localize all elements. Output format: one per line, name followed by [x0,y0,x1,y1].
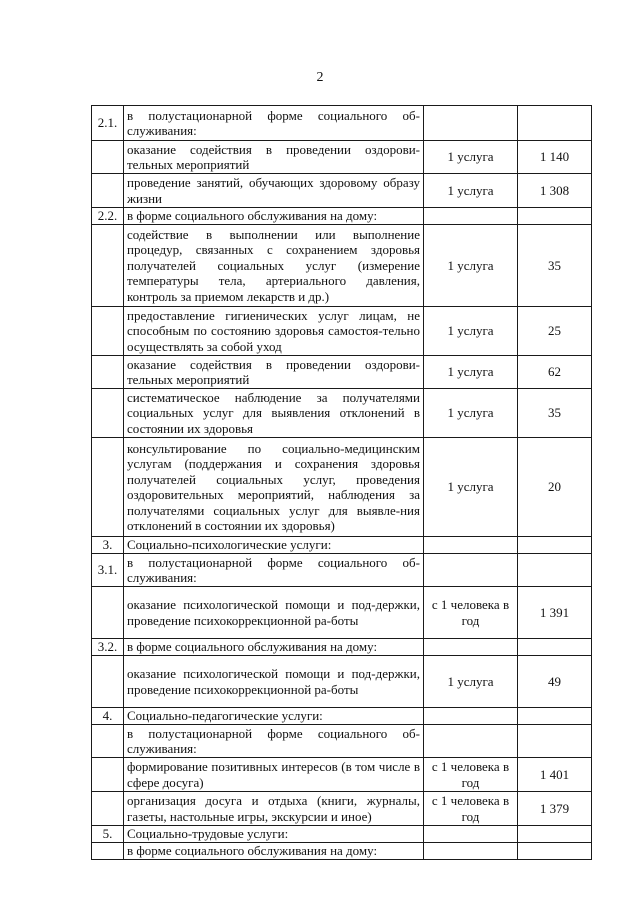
row-number [92,758,124,792]
table-row [92,639,592,656]
row-number [92,725,124,758]
row-description: Социально-трудовые услуги: [124,826,424,843]
row-price: 25 [518,307,592,356]
row-description: в полустационарной форме социального об-служивания: [124,106,424,141]
row-unit [424,826,518,843]
table-row [92,141,592,174]
row-number [92,656,124,708]
row-description: оказание психологической помощи и под-держки, проведение психокоррекционной ра-боты [124,656,424,708]
row-unit [424,843,518,860]
row-price [518,843,592,860]
table-row [92,725,592,758]
row-description: формирование позитивных интересов (в том числе в сфере досуга) [124,758,424,792]
row-description: в форме социального обслуживания на дому: [124,639,424,656]
row-price: 62 [518,356,592,389]
table-row [92,389,592,438]
services-table [91,105,592,860]
row-number: 2.1. [92,106,124,141]
row-number [92,174,124,208]
table-row [92,656,592,708]
row-price: 1 379 [518,792,592,826]
table-row [92,356,592,389]
row-unit: 1 услуга [424,656,518,708]
row-number [92,438,124,537]
row-price: 35 [518,225,592,307]
table-row [92,554,592,587]
row-number: 5. [92,826,124,843]
row-unit: 1 услуга [424,356,518,389]
table-row [92,106,592,141]
row-description: оказание содействия в проведении оздорови-тельных мероприятий [124,356,424,389]
row-description: проведение занятий, обучающих здоровому образу жизни [124,174,424,208]
row-price: 49 [518,656,592,708]
row-number [92,225,124,307]
row-price: 1 401 [518,758,592,792]
table-row [92,708,592,725]
row-unit: с 1 человека в год [424,758,518,792]
row-description: систематическое наблюдение за получателями социальных услуг для выявления отклонений в состоянии их здоровья [124,389,424,438]
row-description: организация досуга и отдыха (книги, журналы, газеты, настольные игры, экскурсии и иное) [124,792,424,826]
row-number [92,307,124,356]
table-row [92,307,592,356]
row-price: 1 140 [518,141,592,174]
row-description: Социально-педагогические услуги: [124,708,424,725]
table-row [92,843,592,860]
row-unit [424,639,518,656]
row-number [92,843,124,860]
table-row [92,587,592,639]
row-number: 4. [92,708,124,725]
row-unit [424,537,518,554]
table-row [92,537,592,554]
row-number [92,141,124,174]
row-price [518,106,592,141]
table-row [92,826,592,843]
row-number [92,389,124,438]
row-number [92,792,124,826]
table-row [92,792,592,826]
row-unit [424,106,518,141]
row-number: 2.2. [92,208,124,225]
row-unit: 1 услуга [424,141,518,174]
row-price: 20 [518,438,592,537]
table-row [92,174,592,208]
table-row [92,208,592,225]
table-row [92,758,592,792]
row-unit [424,208,518,225]
row-description: оказание психологической помощи и под-держки, проведение психокоррекционной ра-боты [124,587,424,639]
row-number: 3.2. [92,639,124,656]
row-description: Социально-психологические услуги: [124,537,424,554]
row-price [518,208,592,225]
row-description: содействие в выполнении или выполнение процедур, связанных с сохранением здоровья получателей социальных услуг (измерение температуры тела, артериального давления, контроль за приемом лекарств и др.) [124,225,424,307]
row-unit: 1 услуга [424,389,518,438]
row-description: консультирование по социально-медицинским услугам (поддержания и сохранения здоровья получателей социальных услуг, проведения оздоровительных мероприятий, наблюдения за получателями социальных услуг для выявле-ния отклонений в состоянии их здоровья) [124,438,424,537]
row-price [518,537,592,554]
row-price: 35 [518,389,592,438]
row-unit: 1 услуга [424,225,518,307]
row-number: 3.1. [92,554,124,587]
row-unit: 1 услуга [424,307,518,356]
row-description: в полустационарной форме социального об-служивания: [124,554,424,587]
row-unit: с 1 человека в год [424,587,518,639]
row-unit [424,708,518,725]
row-description: в форме социального обслуживания на дому: [124,843,424,860]
table-row [92,438,592,537]
page-number: 2 [316,70,324,85]
row-unit [424,554,518,587]
row-price: 1 308 [518,174,592,208]
row-unit: 1 услуга [424,438,518,537]
row-price [518,826,592,843]
row-description: оказание содействия в проведении оздорови-тельных мероприятий [124,141,424,174]
row-number [92,587,124,639]
row-description: в полустационарной форме социального об-служивания: [124,725,424,758]
row-price [518,708,592,725]
row-unit [424,725,518,758]
table-row [92,225,592,307]
row-price [518,725,592,758]
row-number [92,356,124,389]
row-number: 3. [92,537,124,554]
row-price: 1 391 [518,587,592,639]
row-unit: 1 услуга [424,174,518,208]
row-price [518,554,592,587]
row-description: предоставление гигиенических услуг лицам, не способным по состоянию здоровья самостоя-тельно осуществлять за собой уход [124,307,424,356]
row-price [518,639,592,656]
row-unit: с 1 человека в год [424,792,518,826]
row-description: в форме социального обслуживания на дому: [124,208,424,225]
